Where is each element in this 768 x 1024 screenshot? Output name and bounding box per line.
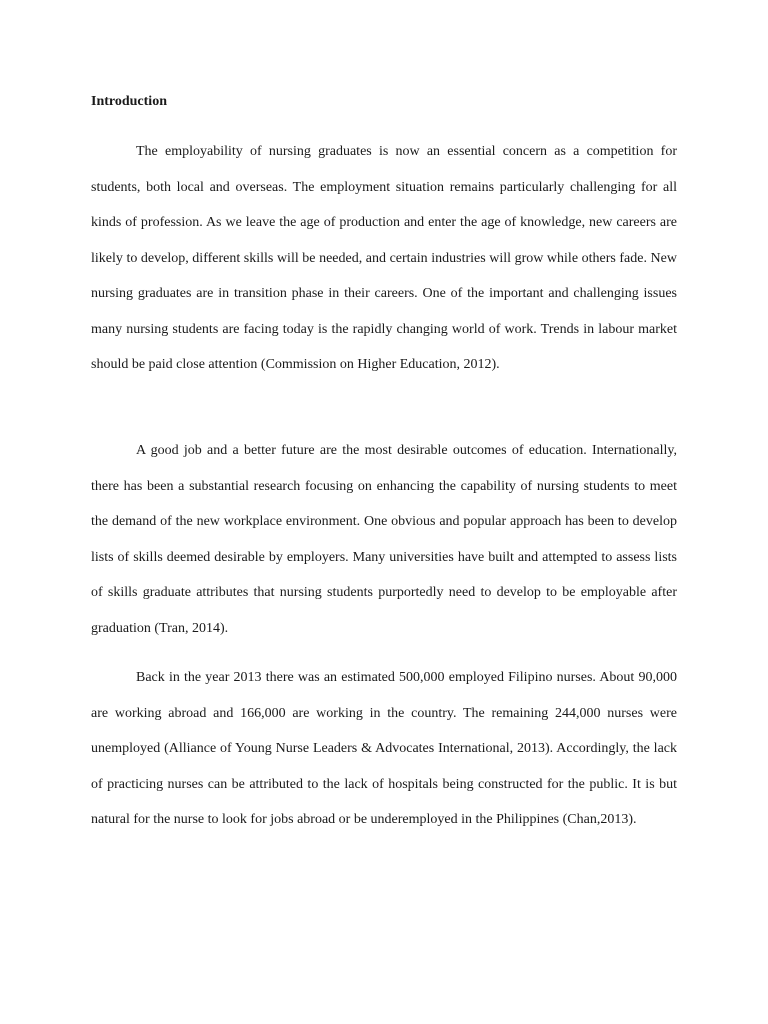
section-heading: Introduction — [91, 94, 167, 109]
paragraph-filipino-nurses: Back in the year 2013 there was an estimated 500,000 employed Filipino nurses. About 90,000 are working abroad and 166,000 are working in the country. The remaining 244,000 nurses were unemployed (Alliance of Young Nurse Leaders & Advocates International, 2013). Accordingly, the lack of practicing nurses can be attributed to the lack of hospitals being constructed for the public. It is but natural for the nurse to look for jobs abroad or be underemployed in the Philippines (Chan,2013). — [91, 670, 677, 827]
paragraph-good-job: A good job and a better future are the most desirable outcomes of education. Internationally, there has been a substantial research focusing on enhancing the capability of nursing students to meet the demand of the new workplace environment. One obvious and popular approach has been to develop lists of skills deemed desirable by employers. Many universities have built and attempted to assess lists of skills graduate attributes that nursing students purportedly need to develop to be employable after graduation (Tran, 2014). — [91, 443, 677, 636]
paragraph-employability: The employability of nursing graduates is now an essential concern as a competition for students, both local and overseas. The employment situation remains particularly challenging for all kinds of profession. As we leave the age of production and enter the age of knowledge, new careers are likely to develop, different skills will be needed, and certain industries will grow while others fade. New nursing graduates are in transition phase in their careers. One of the important and challenging issues many nursing students are facing today is the rapidly changing world of work. Trends in labour market should be paid close attention (Commission on Higher Education, 2012). — [91, 144, 677, 372]
